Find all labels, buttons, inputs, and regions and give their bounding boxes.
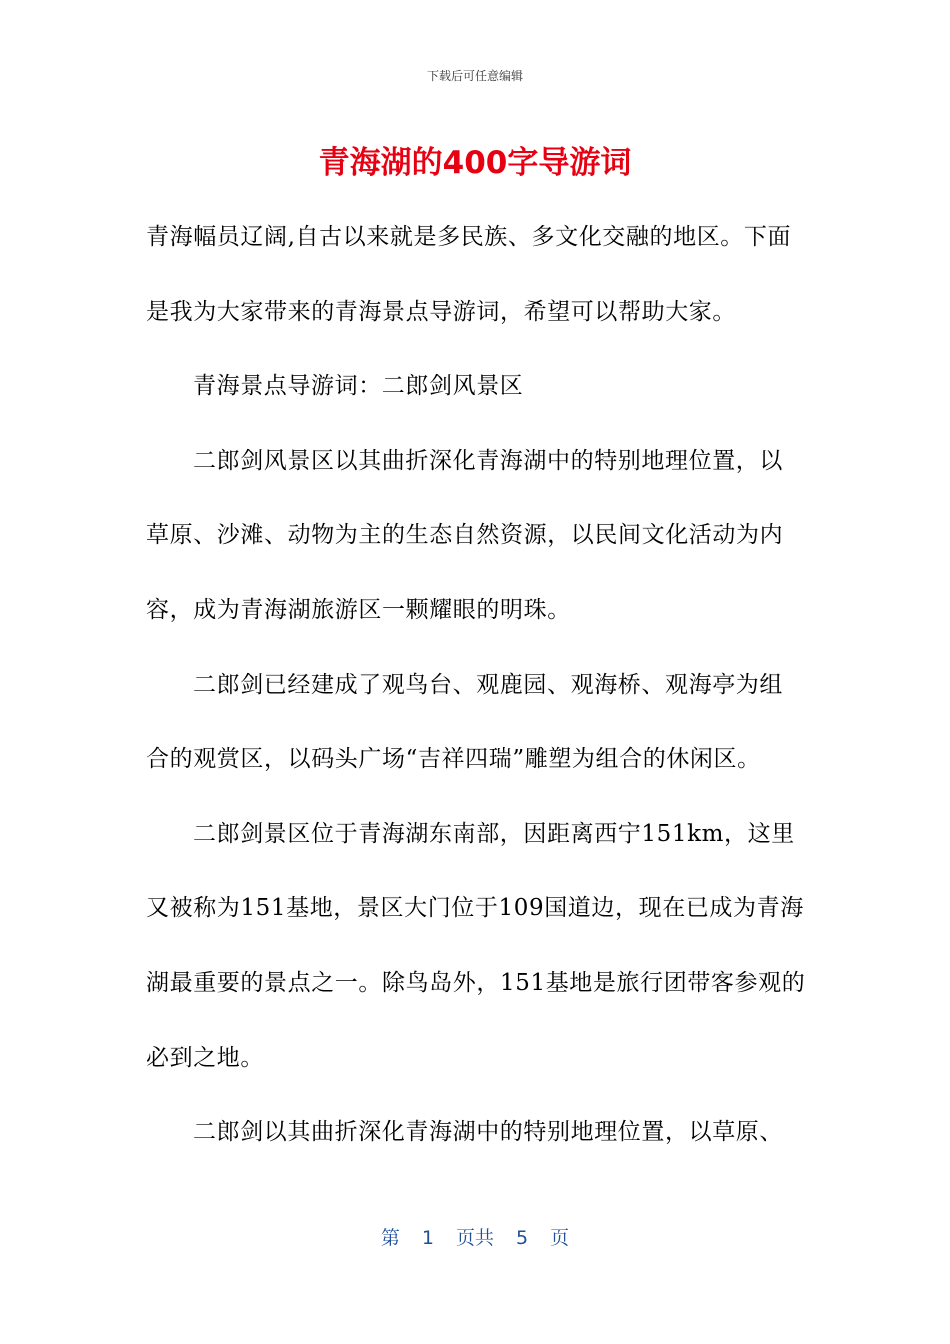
paragraph: 二郎剑已经建成了观鸟台、观鹿园、观海桥、观海亭为组合的观赏区，以码头广场“吉祥四瑞”雕塑为组合的休闲区。 <box>146 671 783 773</box>
paragraph-intro: 青海幅员辽阔,自古以来就是多民族、多文化交融的地区。下面是我为大家带来的青海景点导游词，希望可以帮助大家。 <box>146 224 792 325</box>
paragraph: 二郎剑景区位于青海湖东南部，因距离西宁151km，这里又被称为151基地，景区大门位于109国道边，现在已成为青海湖最重要的景点之一。除鸟岛外，151基地是旅行团带客参观的必到之地。 <box>146 820 806 1071</box>
current-page-number: 1 <box>421 1227 434 1249</box>
page-footer <box>0 1226 950 1250</box>
header-note: 下载后可任意编辑 <box>426 69 523 83</box>
page-footer-prefix: 第 <box>380 1227 400 1249</box>
page-footer-suffix: 页 <box>550 1227 570 1249</box>
document-title: 青海湖的400字导游词 <box>318 145 632 181</box>
paragraph: 二郎剑以其曲折深化青海湖中的特别地理位置，以草原、 <box>193 1119 783 1146</box>
total-pages-number: 5 <box>516 1227 529 1249</box>
page-footer-middle: 页共 <box>455 1227 494 1249</box>
paragraph: 二郎剑风景区以其曲折深化青海湖中的特别地理位置，以草原、沙滩、动物为主的生态自然资源，以民间文化活动为内容，成为青海湖旅游区一颗耀眼的明珠。 <box>146 447 784 623</box>
paragraph-subheading: 青海景点导游词：二郎剑风景区 <box>193 373 524 400</box>
document-body <box>146 200 806 1170</box>
